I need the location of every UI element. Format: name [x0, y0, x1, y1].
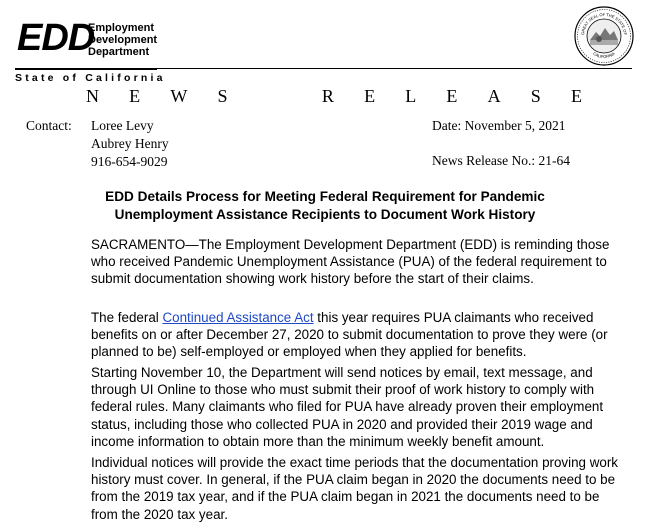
banner-letter: E — [446, 86, 458, 106]
contact-list — [91, 117, 169, 171]
banner-letter: W — [170, 86, 188, 106]
news-release-banner — [86, 86, 582, 107]
banner-letter: N — [86, 86, 99, 106]
contact-label: Contact: — [26, 118, 72, 133]
release-number: News Release No.: 21-64 — [432, 153, 570, 168]
logo-department-name — [88, 22, 157, 58]
banner-letter: E — [364, 86, 376, 106]
california-seal-icon — [574, 6, 634, 66]
logo-line-development: Development — [88, 34, 158, 46]
seal-top-text: GREAT SEAL OF THE STATE OF — [579, 11, 628, 36]
seal-bottom-text: CALIFORNIA — [592, 50, 616, 60]
banner-letter: S — [217, 86, 228, 106]
banner-gap — [258, 86, 292, 107]
headline — [20, 188, 630, 224]
banner-letter: S — [530, 86, 541, 106]
banner-letter: E — [129, 86, 141, 106]
paragraph-2 — [91, 309, 621, 361]
paragraph-3: Starting November 10, the Department will send notices by email, text message, and through UI Online to those who must submit their proof of work history to comply with federal rules. Many claimants who filed for PUA have already proven their employment status, including those who collected PUA in 2020 and provided their 2019 wage and income information to obtain more than the minimum weekly benefit amount. — [91, 365, 604, 449]
headline-line: Unemployment Assistance Recipients to Document Work History — [114, 207, 536, 222]
edd-logo — [15, 16, 166, 84]
contact-name: Loree Levy — [91, 118, 154, 133]
paragraph-1: SACRAMENTO—The Employment Development Department (EDD) is reminding those who received Pandemic Unemployment Assistance (PUA) of the federal requirement to submit documentation showing work history before the start of their claims. — [91, 237, 610, 287]
header-divider — [156, 68, 632, 69]
release-date: Date: November 5, 2021 — [432, 118, 566, 133]
banner-letter: R — [321, 86, 334, 106]
banner-letter: E — [570, 86, 582, 106]
logo-line-department: Department — [88, 46, 150, 58]
logo-rule — [15, 68, 157, 70]
continued-assistance-act-link[interactable]: Continued Assistance Act — [162, 310, 314, 325]
paragraph-2-lead: The federal — [91, 310, 163, 325]
paragraph-4: Individual notices will provide the exact time periods that the documentation proving work history must cover. In general, if the PUA claim began in 2020 the documents need to be from the 2019 tax year, and if the PUA claim began in 2021 the documents need to be from the 2020 tax year. — [91, 455, 618, 522]
logo-state: State of California — [15, 72, 166, 84]
logo-line-employment: Employment — [88, 22, 155, 34]
contact-phone: 916-654-9029 — [91, 154, 168, 169]
paragraph-2-rest: this year requires PUA claimants who received benefits on or after December 27, 2020 to submit documentation to prove they were (or planned to be) self-employed or employed when they applied for benefits. — [91, 310, 608, 360]
logo-mark: EDD — [17, 17, 95, 59]
banner-letter: L — [405, 86, 417, 106]
banner-letter: A — [487, 86, 501, 106]
contact-name: Aubrey Henry — [91, 136, 169, 151]
headline-line: EDD Details Process for Meeting Federal Requirement for Pandemic — [105, 189, 545, 204]
